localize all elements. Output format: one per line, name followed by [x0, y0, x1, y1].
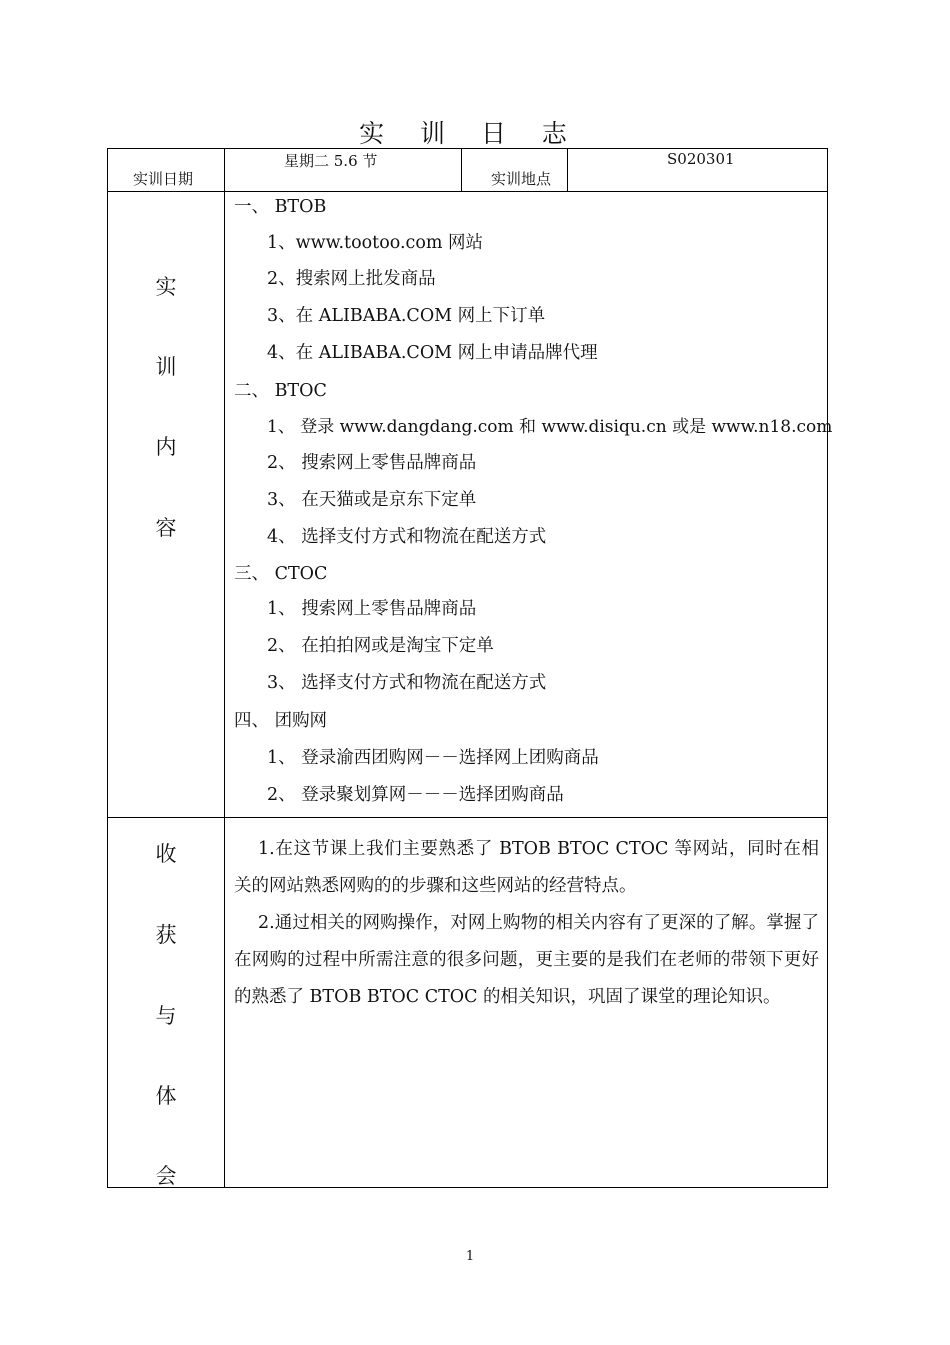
- place-value: S020301: [667, 150, 735, 168]
- content-line: 2、 搜索网上零售品牌商品: [267, 453, 477, 473]
- harvest-paragraph-2: 2.通过相关的网购操作，对网上购物的相关内容有了更深的了解。掌握了在网购的过程中所需注意的很多问题，更主要的是我们在老师的带领下更好的熟悉了 BTOB BTOC CTOC 的相关知识，巩固了课堂的理论知识。: [234, 913, 819, 1007]
- content-line: 三、 CTOC: [234, 564, 328, 584]
- content-line: 4、 选择支付方式和物流在配送方式: [267, 527, 547, 547]
- content-side-char: 训: [155, 355, 177, 379]
- content-side-char: 内: [155, 435, 177, 459]
- table-rule: [107, 191, 828, 192]
- date-label: 实训日期: [133, 170, 194, 188]
- page-number: 1: [465, 1249, 475, 1264]
- content-side-char: 实: [155, 275, 177, 299]
- content-line: 一、 BTOB: [234, 197, 327, 217]
- harvest-side-char: 与: [155, 1004, 177, 1028]
- content-line: 3、 选择支付方式和物流在配送方式: [267, 673, 547, 693]
- table-rule: [107, 817, 828, 818]
- harvest-side-char: 体: [155, 1084, 177, 1108]
- content-line: 四、 团购网: [234, 711, 328, 731]
- harvest-paragraph-1: 1.在这节课上我们主要熟悉了 BTOB BTOC CTOC 等网站，同时在相关的网站熟悉网购的的步骤和这些网站的经营特点。: [234, 839, 819, 896]
- content-line: 1、www.tootoo.com 网站: [267, 233, 484, 253]
- date-value: 星期二 5.6 节: [284, 152, 378, 170]
- page-title: 实 训 日 志: [359, 119, 581, 148]
- content-line: 1、 登录渝西团购网－－选择网上团购商品: [267, 748, 599, 768]
- content-line: 2、 登录聚划算网－－－选择团购商品: [267, 785, 564, 805]
- content-line: 2、搜索网上批发商品: [267, 269, 436, 289]
- content-line: 2、 在拍拍网或是淘宝下定单: [267, 636, 494, 656]
- content-line: 3、 在天猫或是京东下定单: [267, 490, 477, 510]
- content-line: 3、在 ALIBABA.COM 网上下订单: [267, 306, 546, 326]
- content-line: 4、在 ALIBABA.COM 网上申请品牌代理: [267, 343, 598, 363]
- content-line: 1、 登录 www.dangdang.com 和 www.disiqu.cn 或是 www.n18.com: [267, 417, 833, 437]
- content-side-char: 容: [155, 516, 177, 540]
- harvest-side-char: 收: [155, 842, 177, 866]
- content-line: 1、 搜索网上零售品牌商品: [267, 599, 477, 619]
- table-rule: [461, 148, 462, 191]
- harvest-side-char: 会: [155, 1164, 177, 1188]
- content-line: 二、 BTOC: [234, 381, 327, 401]
- place-label: 实训地点: [491, 170, 552, 188]
- table-rule: [224, 148, 225, 1188]
- harvest-side-char: 获: [155, 923, 177, 947]
- table-rule: [567, 148, 568, 191]
